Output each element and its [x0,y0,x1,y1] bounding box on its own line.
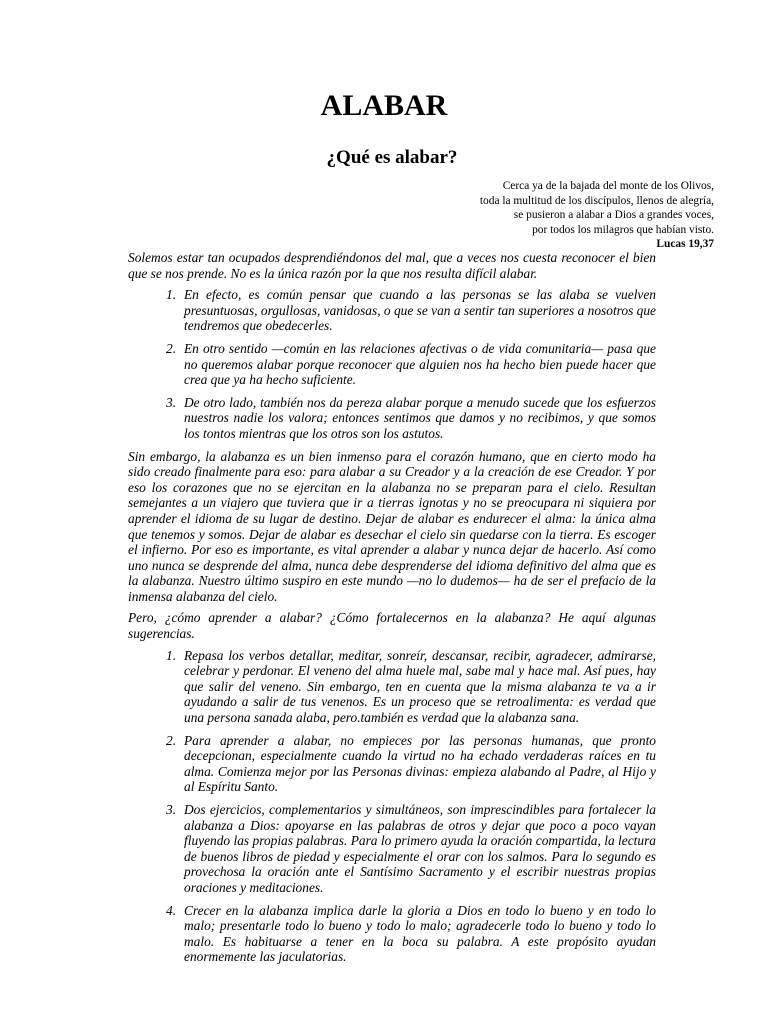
list-item [128,903,656,965]
epigraph-line: Cerca ya de la bajada del monte de los Olivos, [502,180,714,192]
epigraph-line: se pusieron a alabar a Dios a grandes voces, [513,209,714,222]
intro-paragraph: Solemos estar tan ocupados desprendiéndonos del mal, que a veces nos cuesta reconocer el bien que se nos prende. No es la única razón por la que nos resulta difícil alabar. [128,250,656,281]
epigraph-reference: Lucas 19,37 [656,238,714,251]
page-title: ALABAR [320,89,448,122]
list-item-text: Dos ejercicios, complementarios y simultáneos, son imprescindibles para fortalecer la alabanza a Dios: apoyarse en las palabras de otros y dejar que poco a poco vayan fluyendo las propias palabras. Para lo primero ayuda la oración compartida, la lectura de buenos libros de piedad y especialmente el orar con los salmos. Para lo segundo es provechosa la oración ante el Santísimo Sacramento y el escribir nuestras propias oraciones y meditaciones. [184,802,656,895]
middle-paragraph: Sin embargo, la alabanza es un bien inmenso para el corazón humano, que en cierto modo ha sido creado finalmente para eso: para alabar a su Creador y a la creación de ese Creador. Y por eso los corazones que no se ejercitan en la alabanza no se preparan para el cielo. Resultan semejantes a un viajero que tuviera que ir a tierras ignotas y no se preocupara ni siquiera por aprender el idioma de su lugar de destino. Dejar de alabar es endurecer el alma: la única alma que tenemos y somos. Dejar de alabar es desechar el cielo sin quedarse con la tierra. Es escoger el infierno. Por eso es importante, es vital aprender a alabar y nunca dejar de hacerlo. Así como uno nunca se desprende del alma, nunca debe desprenderse del idioma definitivo del alma que es la alabanza. Nuestro último suspiro en este mundo —no lo dudemos— ha de ser el prefacio de la inmensa alabanza del cielo. [128,448,656,604]
list-item-text: En otro sentido —común en las relaciones afectivas o de vida comunitaria— pasa que no queremos alabar porque reconocer que alguien nos ha hecho bien puede hacer que crea que ya ha hecho suficiente. [184,340,656,388]
epigraph-line: toda la multitud de los discípulos, llenos de alegría, [479,194,714,207]
list-item-number: 1. [166,287,177,303]
list-item-number: 2. [166,340,177,356]
list-item [128,648,656,726]
reasons-list [128,287,656,441]
list-item [128,733,656,795]
list-item [128,802,656,896]
list-item [128,395,656,442]
list-item-text: Repasa los verbos detallar, meditar, sonreír, descansar, recibir, agradecer, admirarse, celebrar y perdonar. El veneno del alma huele mal, sabe mal y hace mal. Así pues, hay que salir del veneno. Sin embargo, ten en cuenta que la misma alabanza te va a ir ayudando a salir de tus venenos. Es un proceso que se retroalimenta: es verdad que una persona sanada alaba, pero.también es verdad que la alabanza sana. [184,647,656,726]
list-item-number: 4. [166,902,177,918]
list-item-number: 3. [166,394,177,410]
list-item [128,341,656,388]
list-item-text: Para aprender a alabar, no empieces por las personas humanas, que pronto decepcionan, especialmente cuando la virtud no ha echado verdaderas raíces en tu alma. Comienza mejor por las Personas divinas: empieza alabando al Padre, al Hijo y al Espíritu Santo. [184,732,656,795]
list-item-text: Crecer en la alabanza implica darle la gloria a Dios en todo lo bueno y en todo lo malo; presentarle todo lo bueno y todo lo malo; agradecerle todo lo bueno y todo lo malo. Es habituarse a tener en la boca su palabra. A este propósito ayudan enormemente las jaculatorias. [184,902,656,965]
list-item-text: En efecto, es común pensar que cuando a las personas se las alaba se vuelven presuntuosas, orgullosas, vanidosas, o que se van a sentir tan superiores a nosotros que tendremos que obedecerles. [184,287,656,334]
epigraph-line: por todos los milagros que habían visto. [532,223,714,236]
epigraph-quote [384,179,714,252]
question-paragraph: Pero, ¿cómo aprender a alabar? ¿Cómo fortalecernos en la alabanza? He aquí algunas sugerencias. [128,610,656,642]
list-item-text: De otro lado, también nos da pereza alabar porque a menudo sucede que los esfuerzos nuestros nadie los valora; entonces sentimos que damos y no recibimos, y que somos los tontos mientras que los otros son los astutos. [184,394,656,441]
list-item-number: 1. [166,647,177,663]
page-subtitle: ¿Qué es alabar? [326,147,458,168]
suggestions-list [128,648,656,965]
list-item-number: 2. [166,732,177,748]
document-body [128,250,656,972]
list-item [128,287,656,334]
list-item-number: 3. [166,802,177,817]
